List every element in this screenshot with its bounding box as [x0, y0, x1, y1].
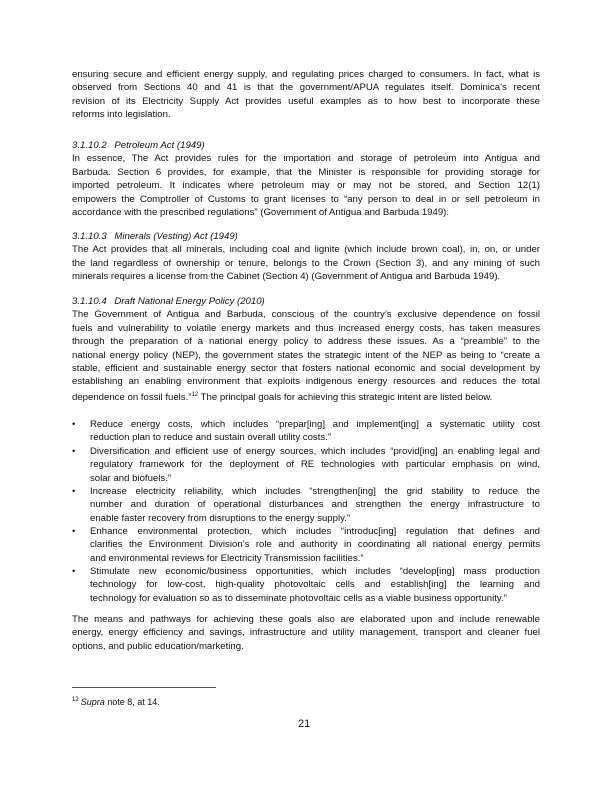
text-line: enable faster recovery from disruptions to the energy supply.” — [90, 512, 351, 524]
footnote — [72, 694, 160, 708]
footnote-text: note 8, at 14. — [104, 697, 160, 707]
text-line: the land regardless of ownership or tenure, belongs to the Crown (Section 3), and any mining of such — [72, 257, 540, 269]
section-number: 3.1.10.4 — [72, 296, 107, 307]
text-line: The means and pathways for achieving these goals also are elaborated upon and include renewable — [72, 614, 540, 625]
bullet-icon: • — [72, 419, 76, 430]
closing-paragraph — [72, 613, 540, 653]
text-line: solar and biofuels.” — [90, 472, 172, 484]
text-line: fuels and vulnerability to volatile energy markets and thus increased energy costs, has taken measures — [72, 322, 540, 334]
text-line: Diversification and efficient use of energy sources, which includes “provid[ing] an enabling legal and — [90, 446, 540, 457]
section-draft-energy-policy — [72, 295, 540, 402]
section-title: Draft National Energy Policy (2010) — [114, 296, 265, 307]
text-line: reforms into legislation. — [72, 109, 171, 121]
text-line: number and duration of operational disturbances and strengthen the energy infrastructure to — [90, 499, 540, 511]
text-line: observed from Sections 40 and 41 is that the government/APUA regulates itself. Dominica’s recent — [72, 82, 540, 94]
text-line: through the preparation of a national energy policy to address these issues. As a “preamble” to the — [72, 336, 540, 348]
text-line: revision of its Electricity Supply Act provides useful examples as to how best to incorporate these — [72, 95, 540, 107]
text-span: dependence on fossil fuels.” — [72, 391, 192, 403]
intro-paragraph — [72, 68, 540, 122]
section-heading — [72, 139, 540, 152]
section-minerals-act — [72, 230, 540, 284]
text-line: energy, energy efficiency and savings, infrastructure and utility management, transport and cleaner fuel — [72, 627, 540, 639]
text-line: clarifies the Environment Division’s role and authority in coordinating all national energy permits — [90, 539, 540, 551]
footnote-italic: Supra — [80, 697, 105, 707]
bullet-icon: • — [72, 566, 76, 577]
section-title: Petroleum Act (1949) — [114, 140, 205, 151]
bullet-icon: • — [72, 446, 76, 457]
text-line: and environmental reviews for Electricity Transmission facilities.” — [90, 552, 364, 564]
text-line: minerals requires a license from the Cabinet (Section 4) (Government of Antigua and Barbuda 1949). — [72, 271, 501, 283]
text-line: The Act provides that all minerals, including coal and lignite (which include brown coal), in, on, or under — [72, 244, 540, 256]
section-number: 3.1.10.3 — [72, 231, 107, 242]
text-line: regulatory framework for the deployment of RE technologies with particular emphasis on wind, — [90, 459, 540, 471]
footnote-marker: 12 — [72, 697, 79, 703]
text-span: The principal goals for achieving this strategic intent are listed below. — [198, 391, 493, 403]
text-line — [72, 389, 540, 402]
footnote-divider — [72, 687, 216, 688]
text-line: accordance with the prescribed regulations” (Government of Antigua and Barbuda 1949). — [72, 206, 450, 218]
text-line: technology for evaluation so as to disseminate photovoltaic cells as a viable business opportunity.” — [90, 592, 507, 604]
section-heading — [72, 295, 540, 308]
text-line: national energy policy (NEP), the government states the strategic intent of the NEP as being to “create a — [72, 349, 540, 361]
text-line: Barbuda. Section 6 provides, for example, that the Minister is responsible for providing storage for — [72, 166, 540, 178]
bullet-icon: • — [72, 486, 76, 497]
text-line: Reduce energy costs, which includes “prepar[ing] and implement[ing] a systematic utility cost — [90, 419, 540, 430]
text-line: establishing an enabling environment that exploits indigenous energy resources and reduces the total — [72, 376, 540, 388]
text-line: Increase electricity reliability, which includes “strengthen[ing] the grid stability to reduce the — [90, 486, 540, 497]
text-line: ensuring secure and efficient energy supply, and regulating prices charged to consumers. In fact, what is — [72, 69, 540, 80]
text-line: imported petroleum. It indicates where petroleum may or may not be stored, and Section 12(1) — [72, 180, 540, 192]
section-title: Minerals (Vesting) Act (1949) — [114, 231, 238, 242]
text-line: technology for low-cost, high-quality photovoltaic cells and establish[ing] the learning and — [90, 579, 540, 591]
section-petroleum-act — [72, 139, 540, 219]
text-line: reduction plan to reduce and sustain overall utility costs.” — [90, 432, 332, 444]
text-line: options, and public education/marketing. — [72, 640, 244, 652]
bullet-icon: • — [72, 526, 76, 537]
text-line: The Government of Antigua and Barbuda, conscious of the country’s exclusive dependence on fossil — [72, 309, 540, 321]
section-number: 3.1.10.2 — [72, 140, 107, 151]
page-number: 21 — [298, 718, 311, 730]
text-line: In essence, The Act provides rules for the importation and storage of petroleum into Antigua and — [72, 153, 540, 165]
text-line: empowers the Comptroller of Customs to grant licenses to “any person to deal in or sell petroleum in — [72, 193, 540, 205]
text-line: stable, efficient and sustainable energy sector that fosters national economic and social development by — [72, 362, 540, 374]
footnote-reference[interactable]: 12 — [191, 391, 199, 398]
text-line: Enhance environmental protection, which includes “introduc[ing] regulation that defines and — [90, 526, 540, 537]
text-line: Stimulate new economic/business opportunities, which includes “develop[ing] mass production — [90, 566, 540, 577]
section-heading — [72, 230, 540, 243]
